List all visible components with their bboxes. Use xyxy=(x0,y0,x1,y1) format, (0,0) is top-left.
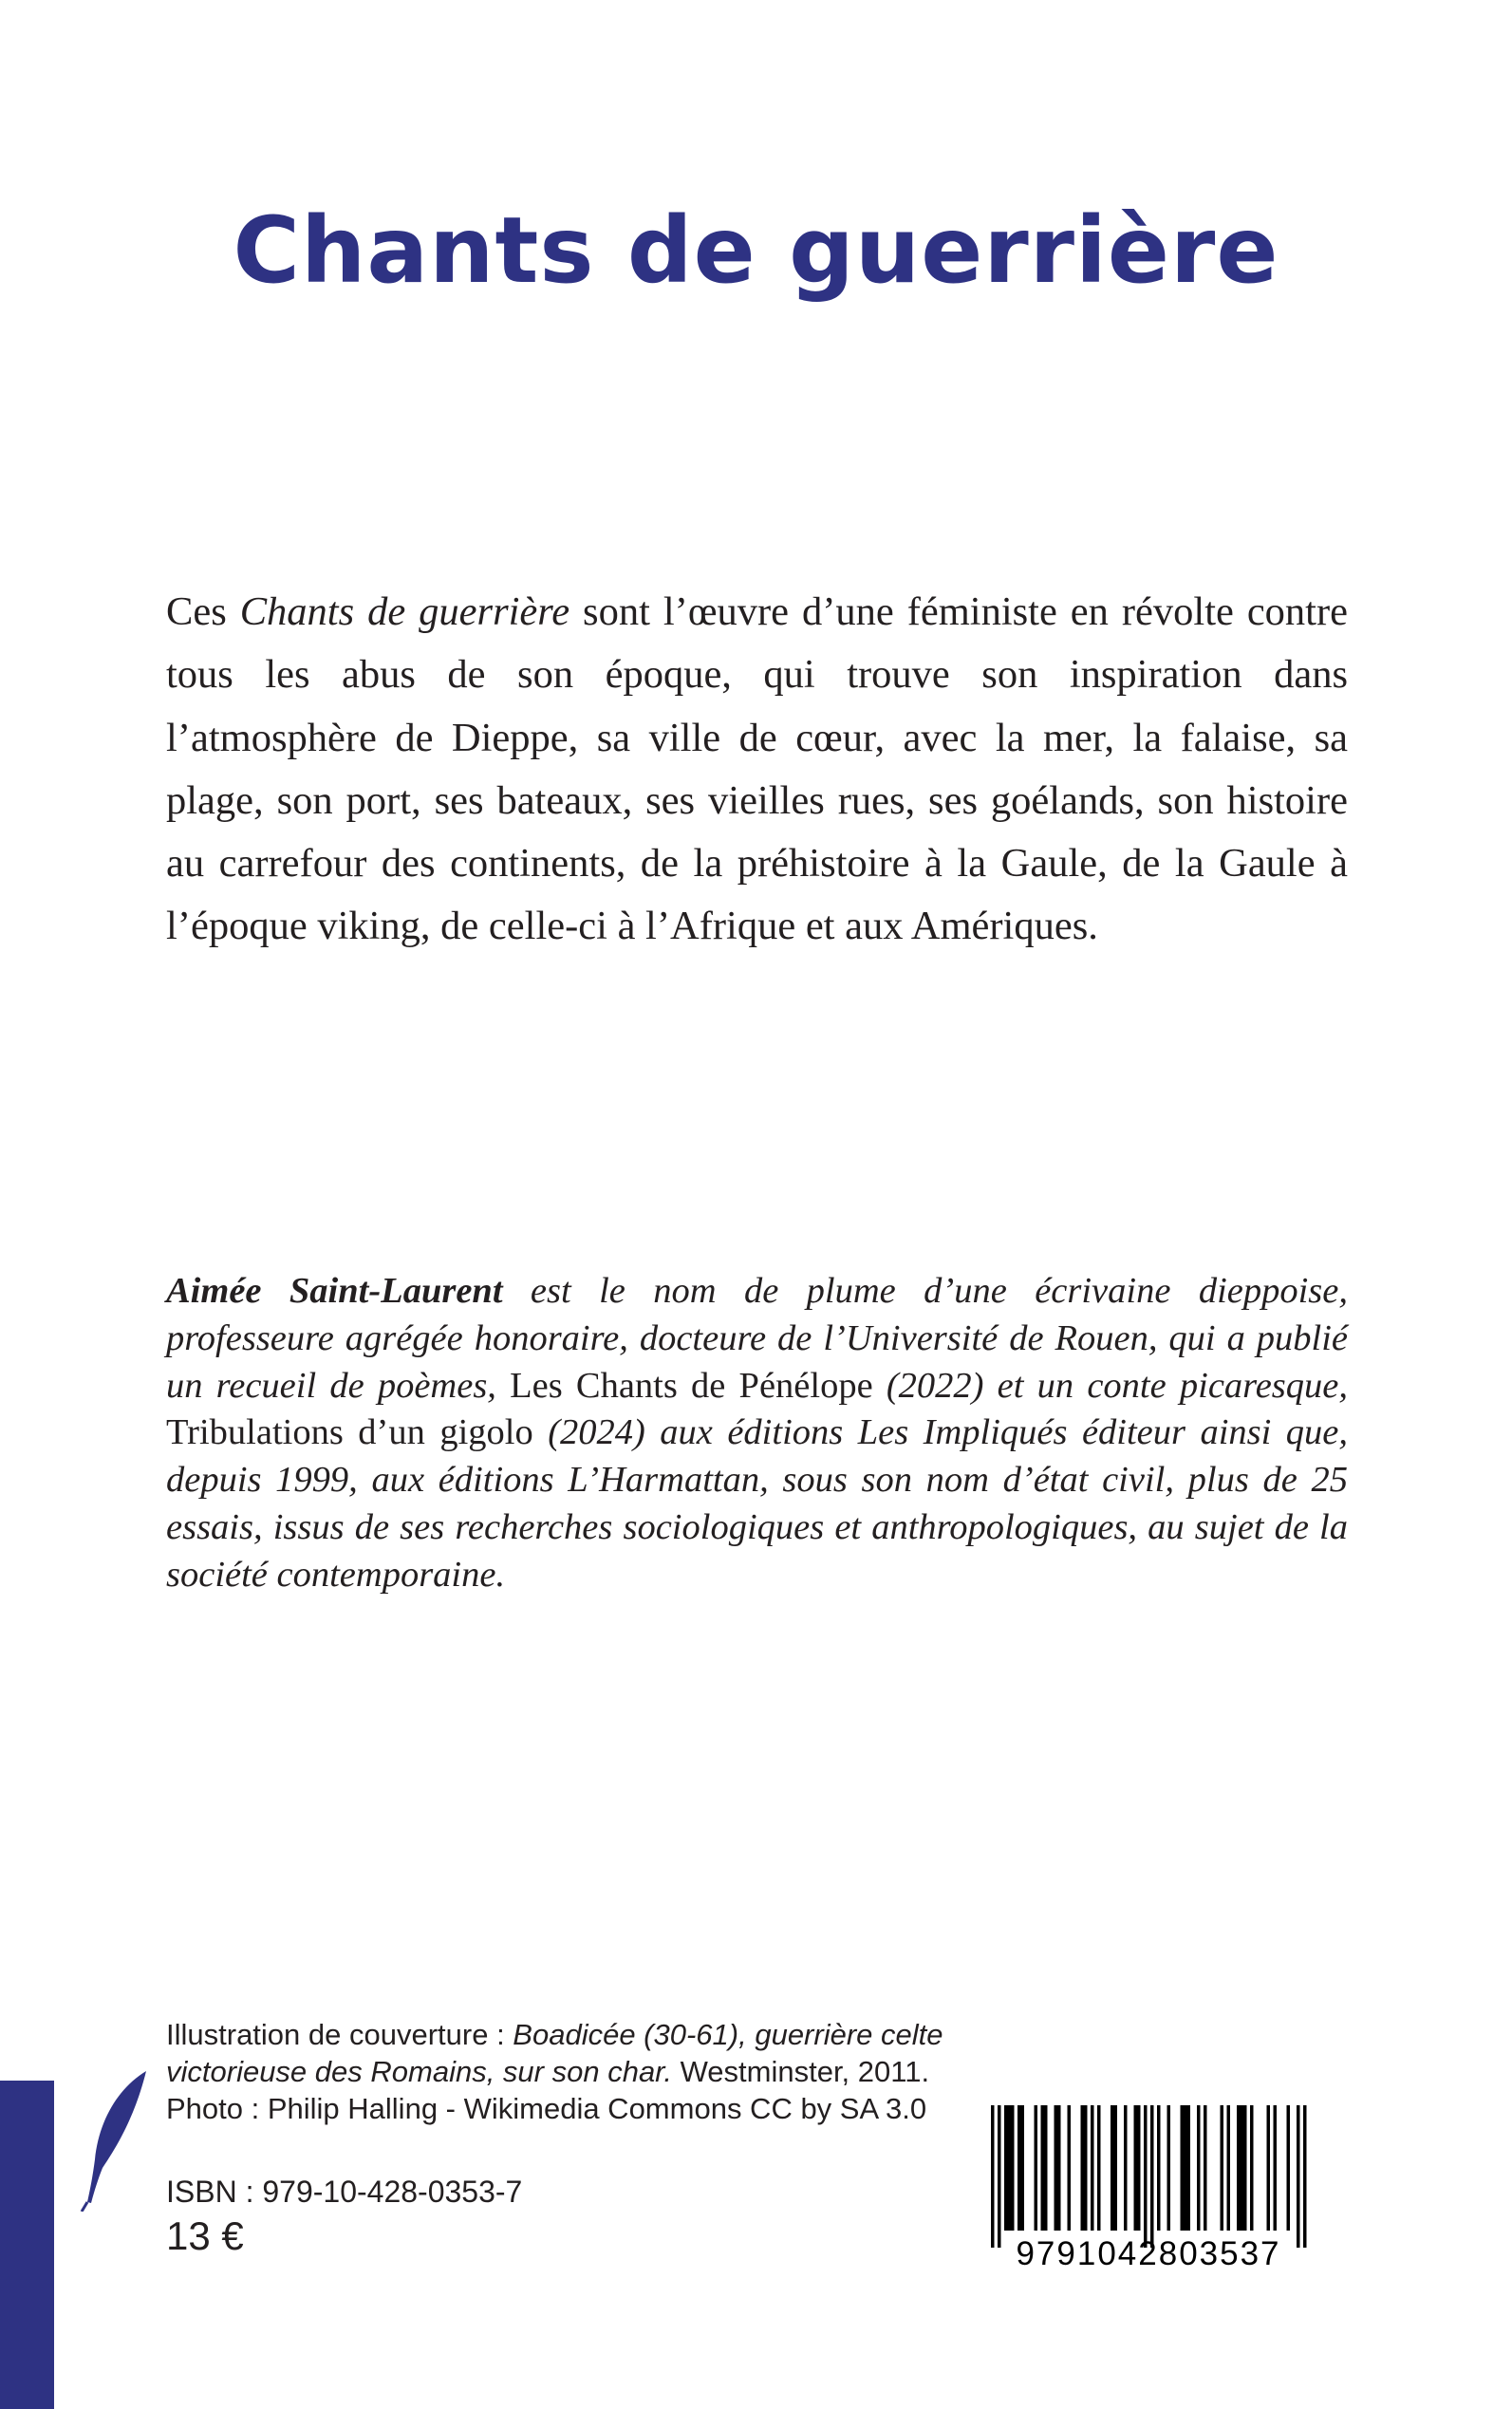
author-bio xyxy=(166,1268,1348,1599)
barcode-digits: 9791042803537 xyxy=(1016,2235,1281,2272)
blurb-intro: Ces xyxy=(166,589,240,634)
back-cover-blurb xyxy=(166,581,1348,959)
barcode-bar xyxy=(1008,2105,1012,2231)
barcode-bar xyxy=(1097,2105,1101,2231)
barcode-bar xyxy=(1081,2105,1085,2231)
illustration-credit xyxy=(166,2016,944,2127)
blurb-text: sont l’œuvre d’une féministe en révolte contre tous les abus de son époque, qui trouve son inspiration dans l’atmosphère de Dieppe, sa ville de cœur, avec la mer, la falaise, sa plage, son port, ses bateaux, ses vieilles rues, ses goélands, son histoire au carrefour des continents, de la préhistoire à la Gaule, de la Gaule à l’époque viking, de celle-ci à l’Afrique et aux Amériques. xyxy=(166,589,1349,949)
feather-icon xyxy=(80,2069,156,2212)
price: 13 € xyxy=(166,2213,244,2258)
barcode-bar xyxy=(1237,2105,1241,2231)
credit-source: Westminster, 2011. Photo : Philip Halling - Wikimedia Commons CC by SA 3.0 xyxy=(166,2055,930,2125)
barcode-bar xyxy=(1068,2105,1072,2231)
barcode-bar xyxy=(1181,2105,1185,2231)
barcode-bar xyxy=(1197,2105,1201,2231)
credit-caption: Boadicée (30-61), guerrière celte victorieuse des Romains, sur son char. xyxy=(166,2018,943,2088)
barcode-bar xyxy=(1134,2105,1138,2231)
barcode-bar xyxy=(1221,2105,1224,2231)
blurb-book-title: Chants de guerrière xyxy=(239,589,570,634)
barcode-bar xyxy=(1041,2105,1045,2231)
barcode-bar xyxy=(1267,2105,1271,2231)
barcode-bar xyxy=(1243,2105,1247,2231)
barcode-bar xyxy=(1187,2105,1191,2231)
book-title: Chants de guerrière xyxy=(233,197,1279,304)
barcode-bar xyxy=(1144,2105,1148,2248)
barcode-bar xyxy=(1111,2105,1114,2231)
barcode-bar xyxy=(1250,2105,1254,2231)
barcode-bar xyxy=(1274,2105,1278,2231)
isbn: ISBN : 979-10-428-0353-7 xyxy=(166,2175,523,2209)
barcode-bar xyxy=(1124,2105,1128,2231)
barcode-bar xyxy=(1035,2105,1038,2231)
bio-book-2: Tribulations d’un gigolo xyxy=(166,1412,533,1453)
bio-part-2: (2022) et un conte picaresque, xyxy=(872,1365,1349,1406)
barcode-bar xyxy=(1150,2105,1154,2248)
barcode-bar xyxy=(1303,2105,1307,2248)
barcode-bar xyxy=(1057,2105,1061,2231)
barcode-bar xyxy=(1241,2105,1244,2231)
credit-label: Illustration de couverture : xyxy=(166,2018,513,2051)
barcode-bar xyxy=(991,2105,995,2248)
barcode-bar xyxy=(1227,2105,1231,2231)
barcode-bar xyxy=(1004,2105,1008,2231)
barcode-bar xyxy=(1204,2105,1207,2231)
barcode-bar xyxy=(1017,2105,1021,2231)
spine-accent-bar xyxy=(0,2081,54,2409)
bio-book-1: Les Chants de Pénélope xyxy=(510,1365,873,1406)
barcode-bar xyxy=(1297,2105,1300,2248)
barcode-bar xyxy=(1137,2105,1141,2231)
barcode-bar xyxy=(1167,2105,1171,2231)
barcode-bar xyxy=(1157,2105,1161,2231)
barcode-bar xyxy=(1091,2105,1094,2231)
bio-part-1: est le nom de plume d’une écrivaine dieppoise, professeure agrégée honoraire, docteure de l’Université de Rouen, qui a publié un recueil de poèmes, xyxy=(166,1271,1348,1406)
barcode-bar xyxy=(998,2105,1001,2248)
author-name: Aimée Saint-Laurent xyxy=(166,1271,503,1311)
barcode-bar xyxy=(1011,2105,1015,2231)
barcode-bar xyxy=(1044,2105,1048,2231)
barcode-bar xyxy=(1287,2105,1291,2231)
barcode-bar xyxy=(1055,2105,1058,2231)
barcode-bar xyxy=(1114,2105,1118,2231)
barcode-bar xyxy=(1184,2105,1187,2231)
barcode-bar xyxy=(1021,2105,1025,2231)
barcode-bar xyxy=(1084,2105,1088,2231)
bio-part-3: (2024) aux éditions Les Impliqués éditeur ainsi que, depuis 1999, aux éditions L’Harmattan, sous son nom d’état civil, plus de 25 essais, issus de ses recherches sociologiques et anthropologiques, au sujet de la société contemporaine. xyxy=(166,1412,1348,1595)
